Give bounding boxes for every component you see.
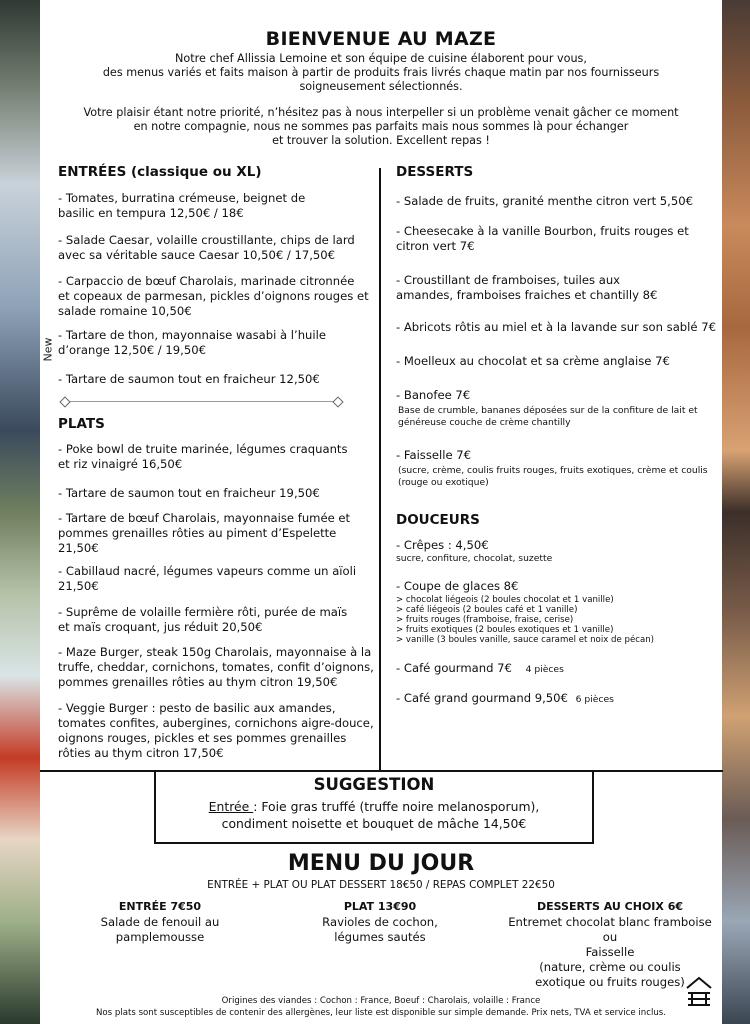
entree-item: - Tartare de thon, mayonnaise wasabi à l’huile d’orange 12,50€ / 19,50€ — [58, 328, 326, 357]
douceur-item: - Café gourmand 7€ 4 pièces — [396, 661, 564, 675]
desserts-title: DESSERTS — [396, 164, 474, 180]
suggestion-title: SUGGESTION — [313, 775, 435, 794]
douceur-item: - Café grand gourmand 9,50€ 6 pièces — [396, 691, 614, 705]
intro-line: en notre compagnie, nous ne sommes pas parfaits mais nous sommes là pour échanger — [133, 120, 629, 133]
mdj-entree-title: ENTRÉE 7€50 — [118, 900, 202, 913]
coupe-options: > chocolat liégeois (2 boules chocolat et 1 vanille) > café liégeois (2 boules café et 1 vanille) > fruits rouges (framboise, fraise, cerise) > fruits exotiques (2 boules exotiques et 1 vanille) > vanille (3 boules vanille, sauce caramel et noix de pécan) — [396, 595, 655, 645]
dessert-description: (sucre, crème, coulis fruits rouges, fruits exotiques, crème et coulis (rouge ou exotique) — [398, 465, 708, 488]
plat-item: - Tartare de bœuf Charolais, mayonnaise fumée et pommes grenailles rôties au piment d’Espelette 21,50€ — [58, 511, 351, 555]
menu-du-jour-subtitle: ENTRÉE + PLAT OU PLAT DESSERT 18€50 / REPAS COMPLET 22€50 — [207, 879, 555, 891]
douceurs-title: DOUCEURS — [396, 512, 480, 528]
intro-block — [40, 52, 722, 148]
dessert-item: - Faisselle 7€ — [396, 448, 472, 462]
footer-origins: Origines des viandes : Cochon : France, Boeuf : Charolais, volaille : France — [221, 996, 541, 1006]
mdj-desserts-title: DESSERTS AU CHOIX 6€ — [536, 900, 684, 913]
intro-line: et trouver la solution. Excellent repas ! — [272, 134, 490, 147]
page-title: BIENVENUE AU MAZE — [265, 28, 497, 50]
intro-line: soigneusement sélectionnés. — [299, 80, 463, 93]
entree-item: - Salade Caesar, volaille croustillante, chips de lard avec sa véritable sauce Caesar 10,50€ / 17,50€ — [58, 233, 355, 262]
plat-item: - Cabillaud nacré, légumes vapeurs comme un aïoli 21,50€ — [58, 564, 357, 593]
mdj-plat-desc: Ravioles de cochon, légumes sautés — [322, 915, 438, 944]
mdj-desserts-desc: Entremet chocolat blanc framboise ou Faisselle (nature, crème ou coulis exotique ou fruits rouges) — [508, 915, 712, 989]
dessert-item: - Moelleux au chocolat et sa crème anglaise 7€ — [396, 354, 670, 368]
section-divider — [66, 401, 338, 402]
plat-item: - Tartare de saumon tout en fraicheur 19,50€ — [58, 486, 320, 500]
menu-du-jour-title: MENU DU JOUR — [287, 851, 475, 876]
dessert-description: Base de crumble, bananes déposées sur de la confiture de lait et généreuse couche de crème chantilly — [398, 405, 698, 428]
entree-item: - Carpaccio de bœuf Charolais, marinade citronnée et copeaux de parmesan, pickles d’oignons rouges et salade romaine 10,50€ — [58, 274, 369, 318]
footer-allergens: Nos plats sont susceptibles de contenir des allergènes, leur liste est disponible sur simple demande. Prix nets, TVA et service inclus. — [95, 1008, 666, 1018]
plat-item: - Suprême de volaille fermière rôti, purée de maïs et maïs croquant, jus réduit 20,50€ — [58, 605, 348, 634]
douceur-item: - Coupe de glaces 8€ — [396, 579, 519, 593]
entree-item: - Tartare de saumon tout en fraicheur 12,50€ — [58, 372, 320, 386]
suggestion-text: Entrée : Foie gras truffé (truffe noire melanosporum), condiment noisette et bouquet de mâche 14,50€ — [208, 799, 540, 831]
dessert-item: - Abricots rôtis au miel et à la lavande sur son sablé 7€ — [396, 320, 716, 334]
suggestion-label: Entrée — [208, 799, 254, 814]
intro-line: des menus variés et faits maison à partir de produits frais livrés chaque matin par nos fournisseurs — [102, 66, 660, 79]
dessert-item: - Cheesecake à la vanille Bourbon, fruits rouges et citron vert 7€ — [396, 224, 689, 253]
dessert-item: - Salade de fruits, granité menthe citron vert 5,50€ — [396, 194, 693, 208]
plat-item: - Veggie Burger : pesto de basilic aux amandes, tomates confites, aubergines, cornichons aigre-douce, oignons rouges, pickles et ses pommes grenailles rôties au thym citron 17,50€ — [58, 701, 374, 760]
background-photo-right — [722, 0, 750, 1024]
douceur-description: sucre, confiture, chocolat, suzette — [396, 553, 553, 564]
intro-line: Notre chef Allissia Lemoine et son équipe de cuisine élaborent pour vous, — [175, 52, 587, 65]
intro-line: Votre plaisir étant notre priorité, n’hésitez pas à nous interpeller si un problème venait gâcher ce moment — [83, 106, 679, 119]
dessert-item: - Croustillant de framboises, tuiles aux amandes, framboises fraiches et chantilly 8€ — [396, 273, 658, 302]
mdj-entree-desc: Salade de fenouil au pamplemousse — [100, 915, 220, 944]
plat-item: - Poke bowl de truite marinée, légumes craquants et riz vinaigré 16,50€ — [58, 442, 348, 471]
douceur-item: - Crêpes : 4,50€ — [396, 538, 489, 552]
entree-item: - Tomates, burratina crémeuse, beignet de basilic en tempura 12,50€ / 18€ — [58, 191, 306, 220]
background-photo-left — [0, 0, 40, 1024]
entrees-title: ENTRÉES (classique ou XL) — [58, 164, 262, 180]
dessert-item: - Banofee 7€ — [396, 388, 471, 402]
plat-item: - Maze Burger, steak 150g Charolais, mayonnaise à la truffe, cheddar, cornichons, tomates, confit d’oignons, pommes grenailles rôties au thym citron 19,50€ — [58, 645, 374, 689]
column-divider — [379, 168, 381, 770]
new-badge: New — [41, 337, 55, 362]
plats-title: PLATS — [58, 416, 105, 432]
mdj-plat-title: PLAT 13€90 — [343, 900, 417, 913]
